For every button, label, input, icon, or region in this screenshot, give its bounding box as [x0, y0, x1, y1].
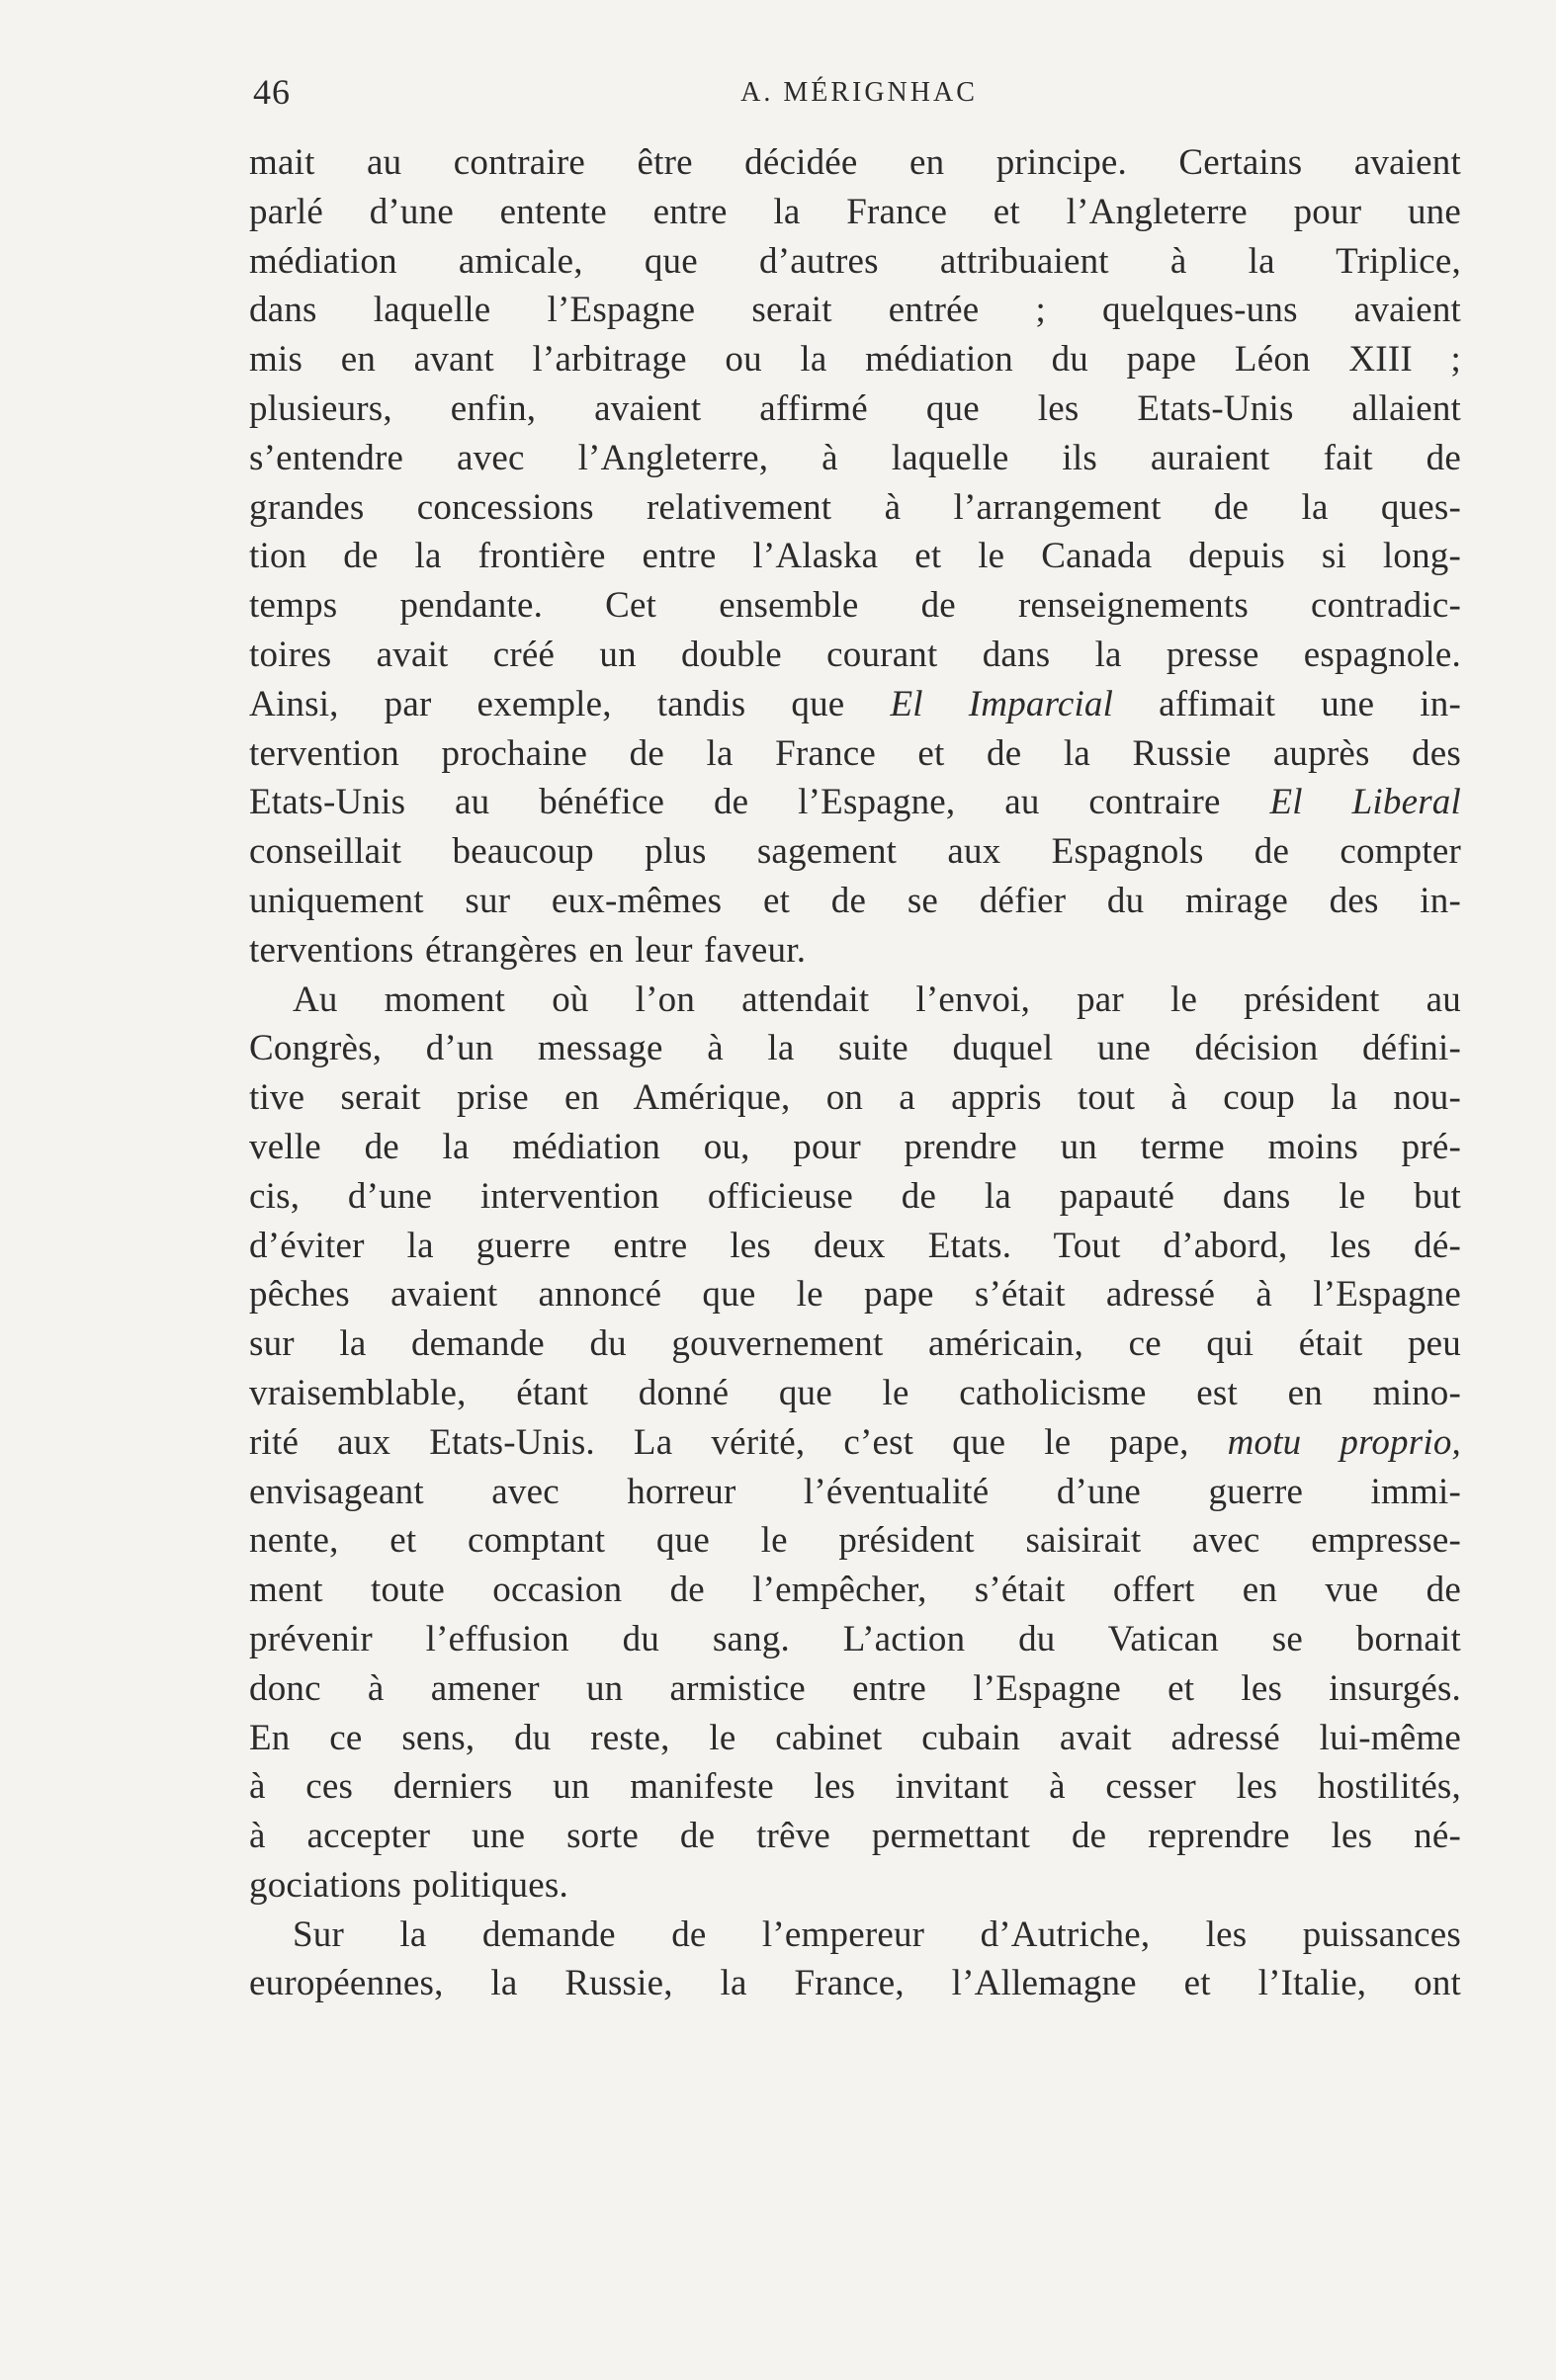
- italic-title: El Imparcial: [890, 683, 1114, 724]
- text-line: parlé d’une entente entre la France et l’Angleterre pour une: [249, 191, 1461, 232]
- text-line: En ce sens, du reste, le cabinet cubain avait adressé lui-même: [249, 1717, 1461, 1758]
- page-number: 46: [253, 72, 291, 112]
- text-segment: Etats-Unis au bénéfice de l’Espagne, au contraire: [249, 782, 1270, 823]
- text-line: [249, 680, 1461, 729]
- text-line: tion de la frontière entre l’Alaska et le Canada depuis si long-: [249, 536, 1461, 577]
- text-line: plusieurs, enfin, avaient affirmé que les Etats-Unis allaient: [249, 387, 1461, 429]
- italic-title: motu proprio,: [1227, 1421, 1461, 1463]
- text-line: tive serait prise en Amérique, on a appris tout à coup la nou-: [249, 1077, 1461, 1119]
- body-text: [249, 138, 1461, 2008]
- text-line: mait au contraire être décidée en principe. Certains avaient: [249, 142, 1461, 183]
- text-line: ment toute occasion de l’empêcher, s’était offert en vue de: [249, 1570, 1461, 1611]
- text-segment: affimait une in-: [1113, 683, 1461, 724]
- text-line: médiation amicale, que d’autres attribuaient à la Triplice,: [249, 240, 1461, 282]
- text-line: mis en avant l’arbitrage ou la médiation du pape Léon XIII ;: [249, 339, 1461, 381]
- running-head: A. MÉRIGNHAC: [740, 77, 978, 108]
- text-line: gociations politiques.: [249, 1864, 568, 1906]
- italic-title: El Liberal: [1269, 782, 1461, 823]
- page-header: [253, 71, 1465, 130]
- text-line: grandes concessions relativement à l’arrangement de la ques-: [249, 486, 1461, 528]
- text-line: dans laquelle l’Espagne serait entrée ; quelques-uns avaient: [249, 290, 1461, 331]
- text-line: velle de la médiation ou, pour prendre un terme moins pré-: [249, 1126, 1461, 1167]
- text-line: s’entendre avec l’Angleterre, à laquelle ils auraient fait de: [249, 437, 1461, 478]
- text-line: sur la demande du gouvernement américain, ce qui était peu: [249, 1323, 1461, 1365]
- text-line: tervention prochaine de la France et de la Russie auprès des: [249, 732, 1461, 774]
- text-line: uniquement sur eux-mêmes et de se défier du mirage des in-: [249, 880, 1461, 921]
- text-line: toires avait créé un double courant dans la presse espagnole.: [249, 634, 1461, 675]
- text-line: Congrès, d’un message à la suite duquel une décision défini-: [249, 1028, 1461, 1069]
- text-line: pêches avaient annoncé que le pape s’était adressé à l’Espagne: [249, 1274, 1461, 1316]
- text-line: [249, 1418, 1461, 1468]
- text-segment: Ainsi, par exemple, tandis que: [249, 683, 891, 724]
- text-line: prévenir l’effusion du sang. L’action du Vatican se bornait: [249, 1618, 1461, 1659]
- text-line: vraisemblable, étant donné que le catholicisme est en mino-: [249, 1372, 1461, 1413]
- text-line: donc à amener un armistice entre l’Espagne et les insurgés.: [249, 1667, 1461, 1709]
- text-line: conseillait beaucoup plus sagement aux Espagnols de compter: [249, 831, 1461, 873]
- text-line: Sur la demande de l’empereur d’Autriche, les puissances: [293, 1913, 1461, 1955]
- text-line: à accepter une sorte de trêve permettant de reprendre les né-: [249, 1816, 1461, 1857]
- text-line: à ces derniers un manifeste les invitant à cesser les hostilités,: [249, 1766, 1461, 1808]
- text-line: européennes, la Russie, la France, l’Allemagne et l’Italie, ont: [249, 1963, 1461, 2004]
- text-segment: rité aux Etats-Unis. La vérité, c’est que le pape,: [249, 1421, 1228, 1463]
- text-line: terventions étrangères en leur faveur.: [249, 929, 807, 971]
- text-line: nente, et comptant que le président saisirait avec empresse-: [249, 1520, 1461, 1562]
- text-line: [249, 778, 1461, 827]
- text-line: temps pendante. Cet ensemble de renseignements contradic-: [249, 585, 1461, 627]
- text-line: cis, d’une intervention officieuse de la papauté dans le but: [249, 1175, 1461, 1217]
- text-line: Au moment où l’on attendait l’envoi, par le président au: [293, 978, 1461, 1020]
- text-line: envisageant avec horreur l’éventualité d’une guerre immi-: [249, 1471, 1461, 1512]
- text-line: d’éviter la guerre entre les deux Etats. Tout d’abord, les dé-: [249, 1225, 1461, 1266]
